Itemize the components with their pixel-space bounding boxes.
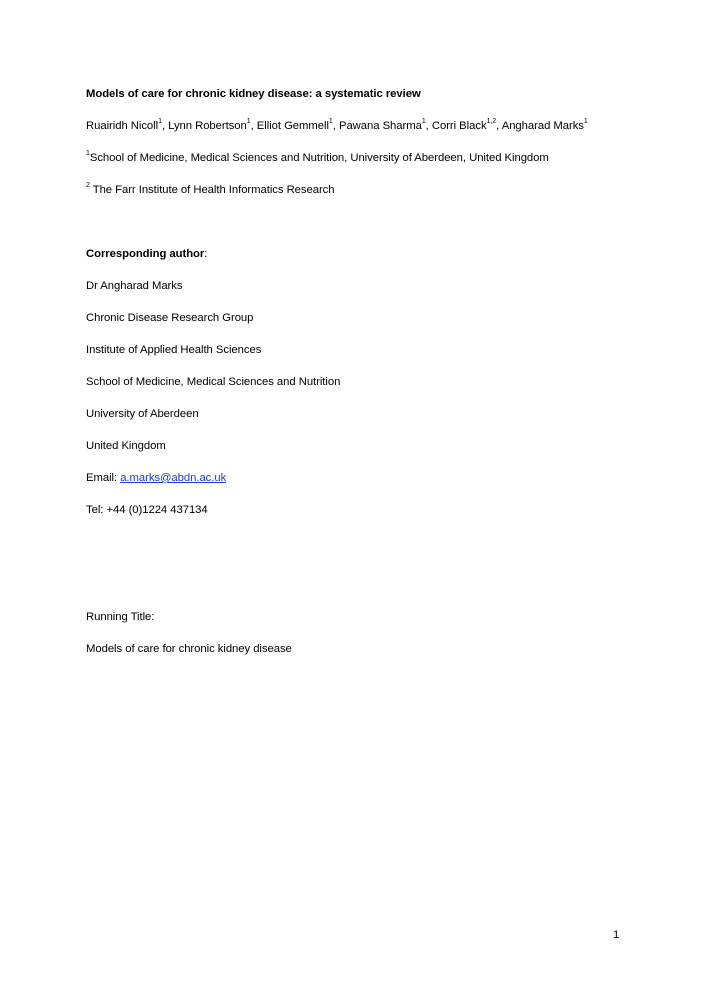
author-list (86, 119, 588, 133)
address-line: Chronic Disease Research Group (86, 312, 254, 324)
author: Angharad Marks$^1$ (501, 118, 588, 132)
address-line: University of Aberdeen (86, 408, 199, 420)
affiliation-1: $^1$School of Medicine, Medical Sciences and Nutrition, University of Aberdeen, United Kingdom (86, 150, 549, 164)
address-line: School of Medicine, Medical Sciences and Nutrition (86, 376, 341, 388)
author: Ruairidh Nicoll$^1$, (86, 118, 169, 132)
email-line: Email: a.marks@abdn.ac.uk (86, 472, 227, 484)
running-title-label: Running Title: (86, 611, 155, 623)
author: Elliot Gemmell$^1$, (256, 118, 339, 132)
corresponding-author-heading: Corresponding author: (86, 248, 208, 260)
running-title-text: Models of care for chronic kidney disease (86, 643, 292, 655)
address-line: United Kingdom (86, 440, 166, 452)
author: Lynn Robertson$^1$, (168, 118, 257, 132)
page-number: 1 (613, 929, 620, 941)
telephone-line: Tel: +44 (0)1224 437134 (86, 504, 208, 516)
paper-title: Models of care for chronic kidney disease: a systematic review (86, 88, 421, 100)
corresponding-author-name: Dr Angharad Marks (86, 280, 183, 292)
affiliation-2: $^2$ The Farr Institute of Health Informatics Research (86, 182, 335, 196)
author: Corri Black$^{1,2}$, (431, 118, 502, 132)
email-link[interactable]: a.marks@abdn.ac.uk (120, 472, 227, 484)
author: Pawana Sharma$^1$, (338, 118, 432, 132)
address-line: Institute of Applied Health Sciences (86, 344, 262, 356)
